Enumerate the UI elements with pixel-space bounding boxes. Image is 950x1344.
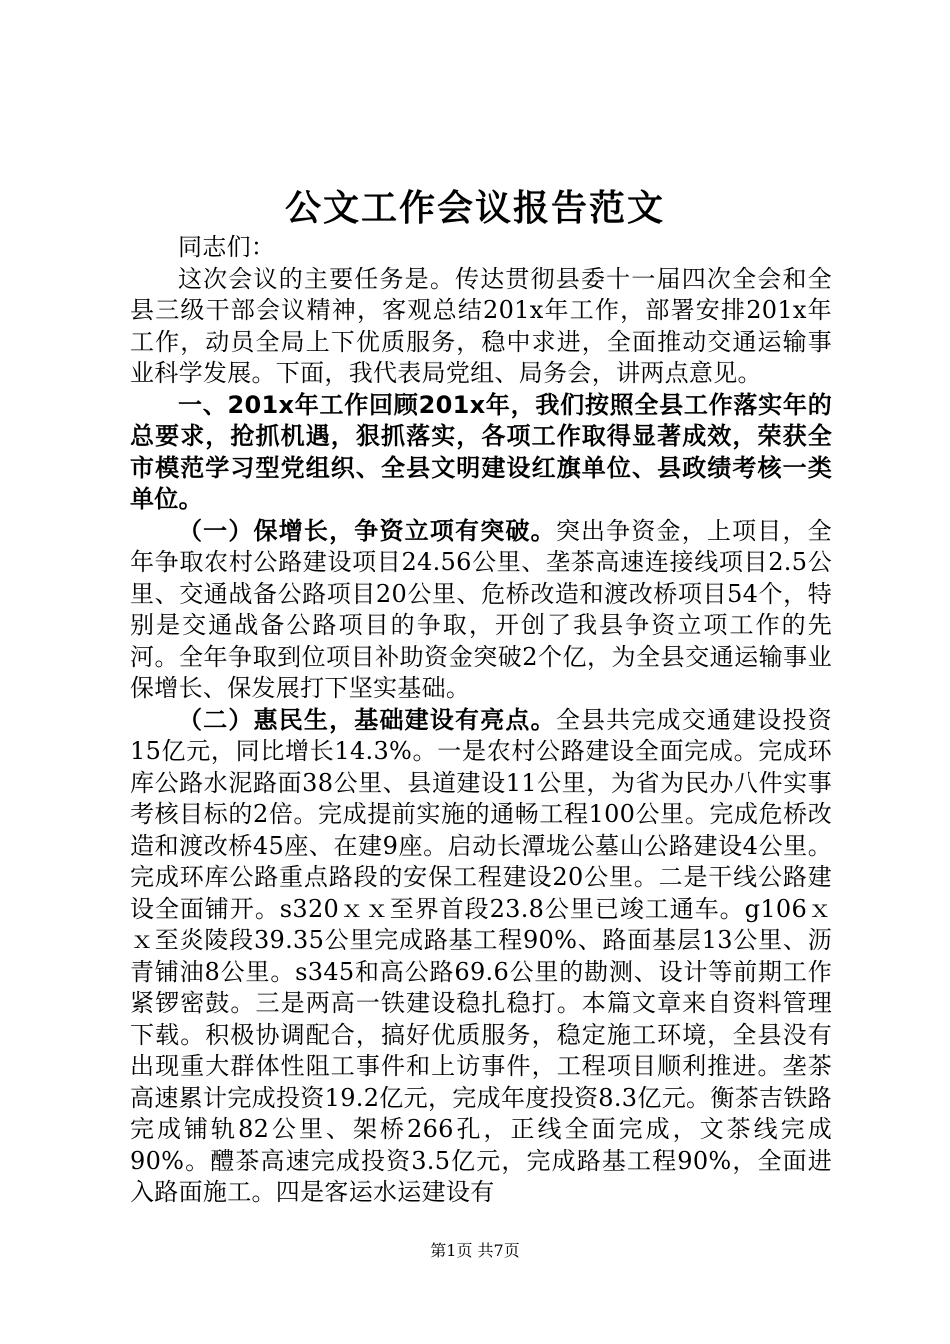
- salutation: 同志们：: [178, 233, 276, 261]
- paragraph-text: 全县共完成交通建设投资15亿元，同比增长14.3%。一是农村公路建设全面完成。完成环库公路水泥路面38公里、县道建设11公里，为省为民办八件实事考核目标的2倍。完成提前实施的通畅工程100公里。完成危桥改造和渡改桥45座、在建9座。启动长潭垅公墓山公路建设4公里。完成环库公路重点路段的安保工程建设20公里。二是干线公路建设全面铺开。s320ｘｘ至界首段23.8公里已竣工通车。g106ｘｘ至炎陵段39.35公里完成路基工程90%、路面基层13公里、沥青铺油8公里。s345和高公路69.6公里的勘测、设计等前期工作紧锣密鼓。三是两高一铁建设稳扎稳打。本篇文章来自资料管理下载。积极协调配合，搞好优质服务，稳定施工环境，全县没有出现重大群体性阻工事件和上访事件，工程项目顺利推进。垄茶高速累计完成投资19.2亿元，完成年度投资8.3亿元。衡茶吉铁路完成铺轨82公里、架桥266孔，正线全面完成，文茶线完成90%。醴茶高速完成投资3.5亿元，完成路基工程90%，全面进入路面施工。四是客运水运建设有: [130, 705, 832, 1206]
- page-footer: 第1页 共7页: [430, 1241, 520, 1260]
- paragraph-livelihood: [130, 705, 832, 1209]
- paragraph-lead: （二）惠民生，基础建设有亮点。: [178, 705, 556, 734]
- intro-paragraph: 这次会议的主要任务是。传达贯彻县委十一届四次全会和全县三级干部会议精神，客观总结201x年工作，部署安排201x年工作，动员全局上下优质服务，稳中求进，全面推动交通运输事业科学发展。下面，我代表局党组、局务会，讲两点意见。: [130, 264, 832, 387]
- paragraph-text: 突出争资金，上项目，全年争取农村公路建设项目24.56公里、垄茶高速连接线项目2.5公里、交通战备公路项目20公里、危桥改造和渡改桥项目54个，特别是交通战备公路项目的争取，开创了我县争资立项工作的先河。全年争取到位项目补助资金突破2个亿，为全县交通运输事业保增长、保发展打下坚实基础。: [130, 516, 832, 702]
- paragraph-growth: [130, 516, 832, 705]
- document-body: [130, 232, 832, 1209]
- document-title: 公文工作会议报告范文: [284, 187, 665, 229]
- section-heading: 一、201x年工作回顾201x年，我们按照全县工作落实年的总要求，抢抓机遇，狠抓落实，各项工作取得显著成效，荣获全市模范学习型党组织、全县文明建设红旗单位、县政绩考核一类单位。: [130, 390, 832, 513]
- paragraph-lead: （一）保增长，争资立项有突破。: [178, 516, 556, 545]
